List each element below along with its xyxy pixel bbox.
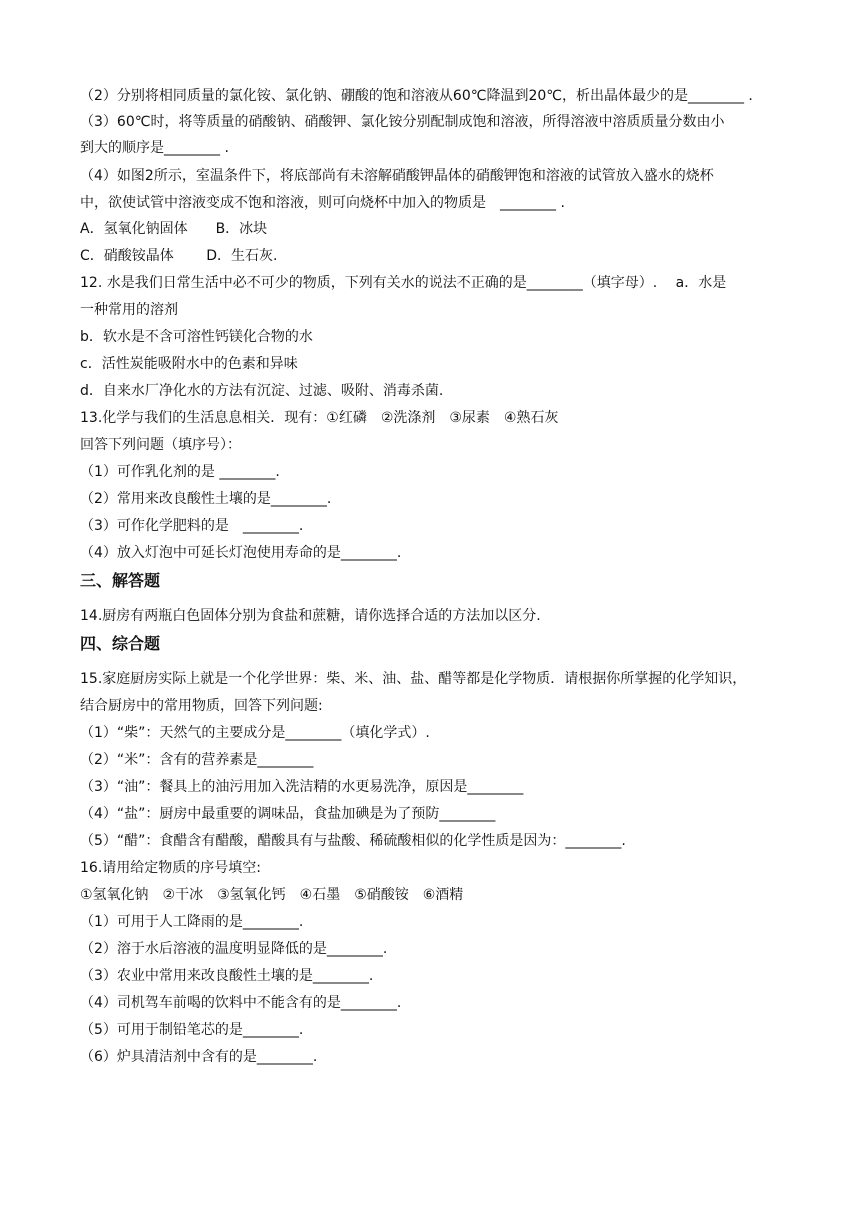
q11-part3-line2: 到大的顺序是________ .	[80, 140, 229, 156]
q16-part3: （3）农业中常用来改良酸性土壤的是________.	[80, 968, 374, 984]
q12-option-b: b．软水是不含可溶性钙镁化合物的水	[80, 329, 313, 345]
section-heading-comprehensive: 四、综合题	[80, 634, 161, 653]
q11-part4-line2: 中，欲使试管中溶液变成不饱和溶液，则可向烧杯中加入的物质是 ________ .	[80, 195, 565, 211]
q16-items: ①氢氧化钠 ②干冰 ③氢氧化钙 ④石墨 ⑤硝酸铵 ⑥酒精	[80, 887, 464, 903]
q15-part3: （3）“油”：餐具上的油污用加入洗洁精的水更易洗净，原因是________	[80, 779, 524, 795]
q15-part2: （2）“米”：含有的营养素是________	[80, 752, 314, 768]
q13-part1: （1）可作乳化剂的是 ________.	[80, 464, 280, 480]
q12-stem-line1: 12. 水是我们日常生活中必不可少的物质，下列有关水的说法不正确的是________（填字母）. a．水是	[80, 275, 727, 291]
q11-options-ab: A．氢氧化钠固体 B．冰块	[80, 221, 268, 237]
q13-instruction: 回答下列问题（填序号）：	[80, 437, 241, 453]
q16-part4: （4）司机驾车前喝的饮料中不能含有的是________.	[80, 995, 402, 1011]
q16-part1: （1）可用于人工降雨的是________.	[80, 914, 304, 930]
q16-part5: （5）可用于制铅笔芯的是________.	[80, 1022, 304, 1038]
q12-stem-line2: 一种常用的溶剂	[80, 302, 178, 318]
q15-stem-line1: 15.家庭厨房实际上就是一个化学世界：柴、米、油、盐、醋等都是化学物质．请根据你所掌握的化学知识，	[80, 671, 747, 687]
q12-option-c: c．活性炭能吸附水中的色素和异味	[80, 356, 298, 372]
q16-stem: 16.请用给定物质的序号填空:	[80, 860, 261, 876]
q15-part4: （4）“盐”：厨房中最重要的调味品，食盐加碘是为了预防________	[80, 806, 496, 822]
q11-options-cd: C．硝酸铵晶体 D．生石灰.	[80, 248, 278, 264]
q14-text: 14.厨房有两瓶白色固体分别为食盐和蔗糖，请你选择合适的方法加以区分.	[80, 608, 541, 624]
q16-part2: （2）溶于水后溶液的温度明显降低的是________.	[80, 941, 388, 957]
q11-part4-line1: （4）如图2所示，室温条件下，将底部尚有未溶解硝酸钾晶体的硝酸钾饱和溶液的试管放入盛水的烧杯	[80, 168, 714, 184]
q13-part2: （2）常用来改良酸性土壤的是________.	[80, 491, 332, 507]
q15-part5: （5）“醋”：食醋含有醋酸，醋酸具有与盐酸、稀硫酸相似的化学性质是因为：________.	[80, 833, 626, 849]
q12-option-d: d．自来水厂净化水的方法有沉淀、过滤、吸附、消毒杀菌.	[80, 383, 444, 399]
q15-part1: （1）“柴”：天然气的主要成分是________（填化学式）.	[80, 725, 430, 741]
q13-stem: 13.化学与我们的生活息息相关．现有：①红磷 ②洗涤剂 ③尿素 ④熟石灰	[80, 410, 559, 426]
q11-part3-line1: （3）60℃时，将等质量的硝酸钠、硝酸钾、氯化铵分别配制成饱和溶液，所得溶液中溶质质量分数由小	[80, 114, 725, 130]
q13-part3: （3）可作化学肥料的是 ________.	[80, 518, 304, 534]
section-heading-answers: 三、解答题	[80, 571, 161, 590]
q15-stem-line2: 结合厨房中的常用物质，回答下列问题:	[80, 698, 323, 714]
q11-part2: （2）分别将相同质量的氯化铵、氯化钠、硼酸的饱和溶液从60℃降温到20℃，析出晶体最少的是________ .	[80, 88, 753, 104]
q16-part6: （6）炉具清洁剂中含有的是________.	[80, 1049, 318, 1065]
q13-part4: （4）放入灯泡中可延长灯泡使用寿命的是________.	[80, 545, 402, 561]
